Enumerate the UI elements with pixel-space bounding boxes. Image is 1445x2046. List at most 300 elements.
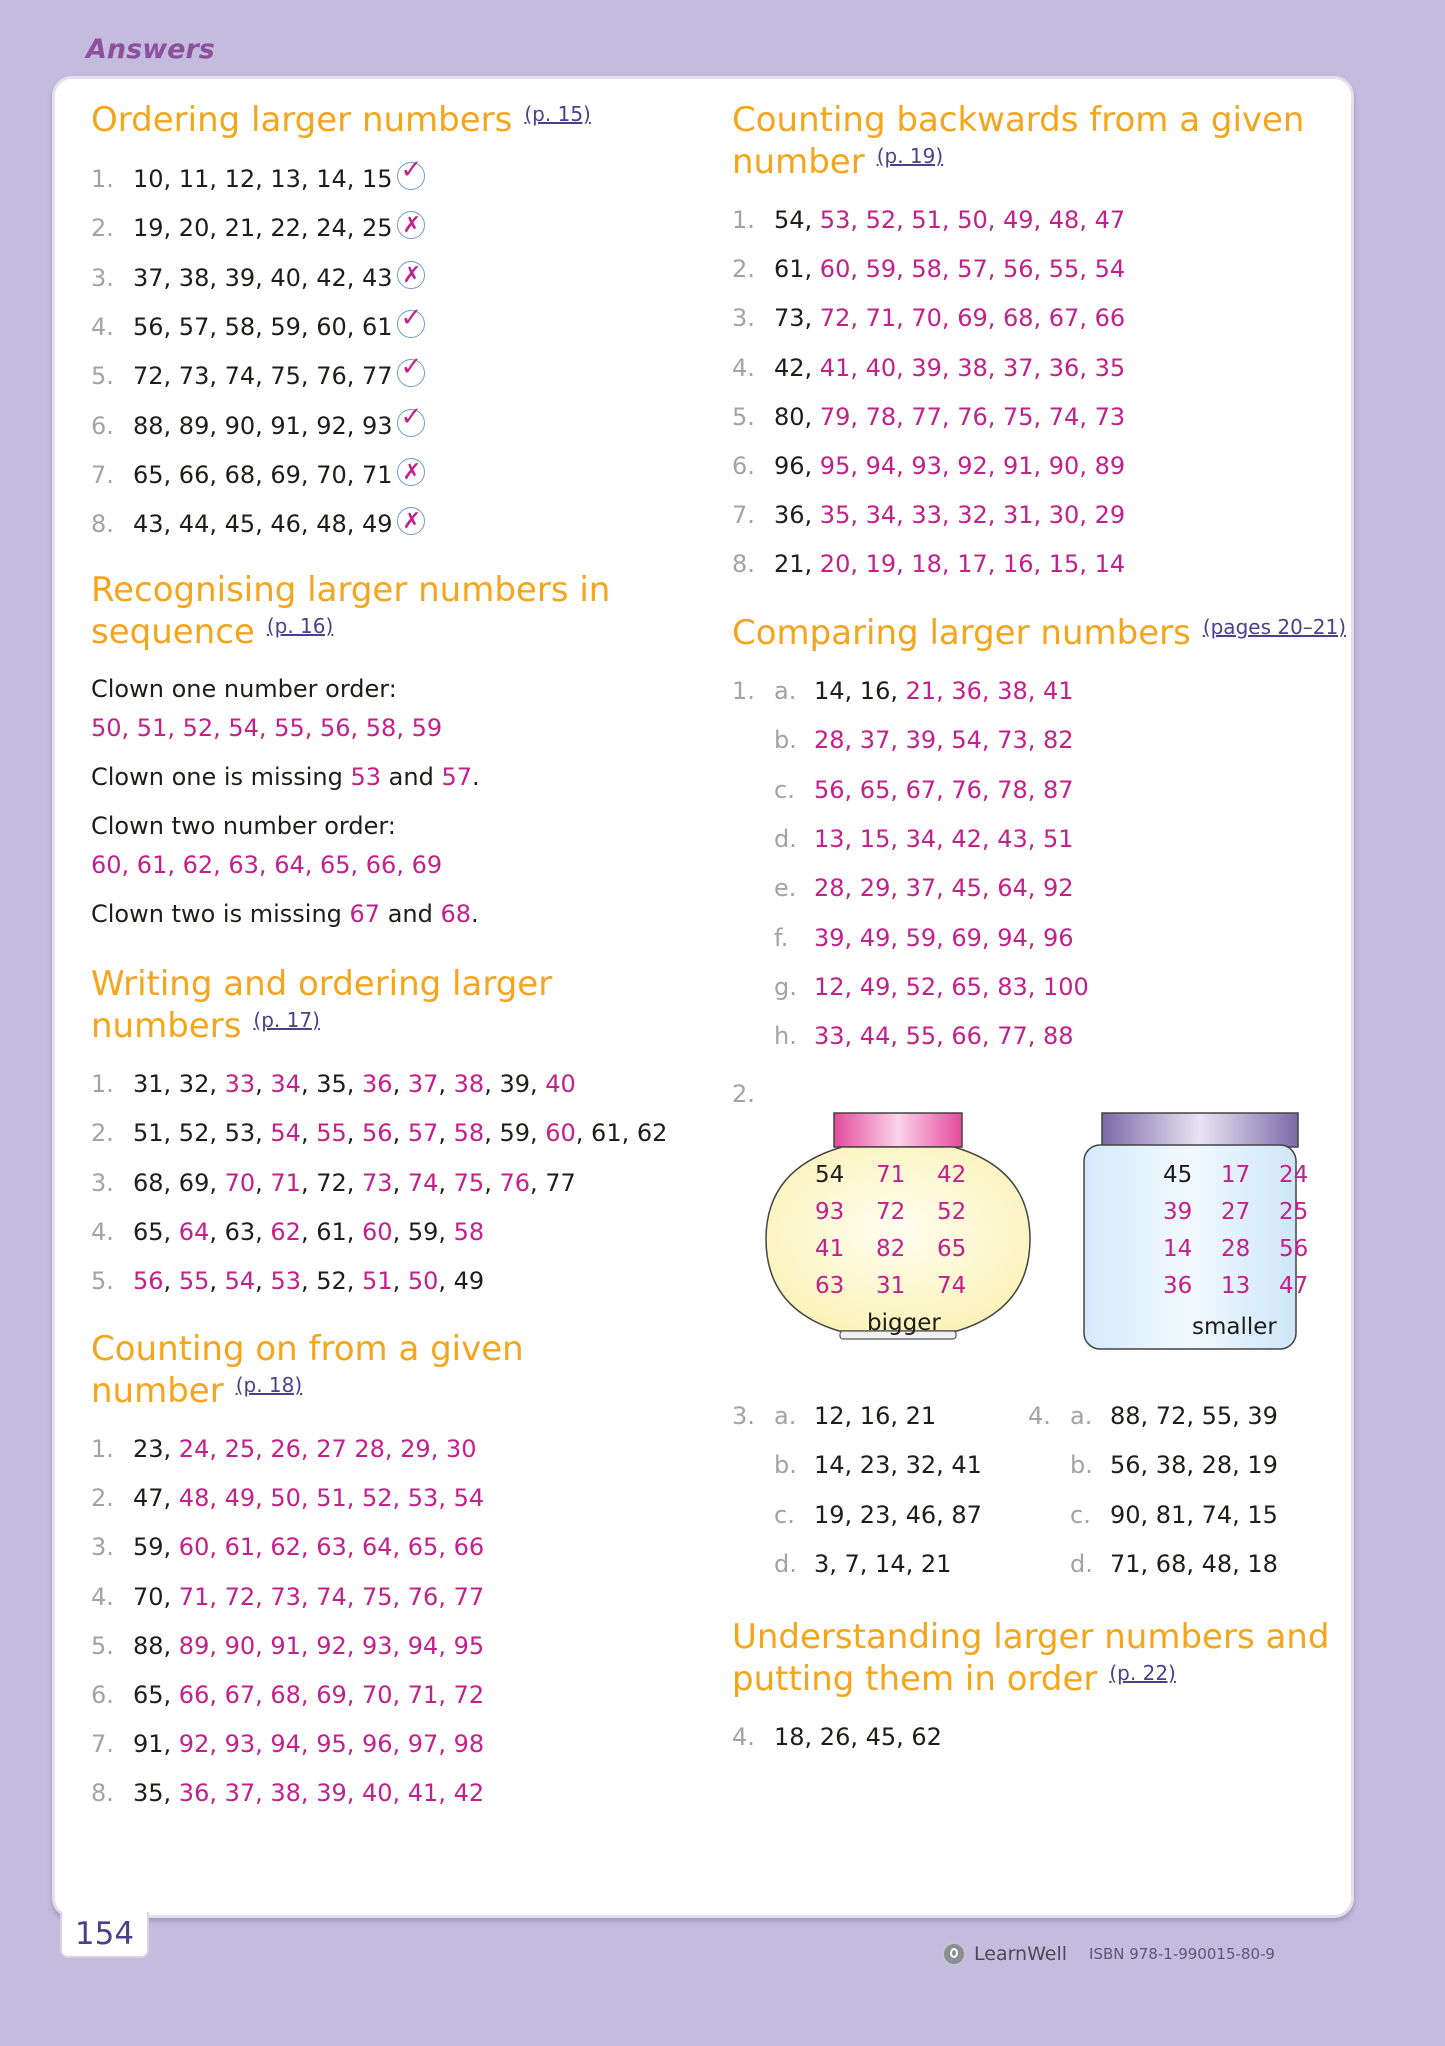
list-item [91,1118,667,1148]
section-title-recognising [91,569,610,653]
list-item [91,1069,576,1099]
list-item [774,873,1074,903]
clown2-missing [91,899,479,929]
item-text: 3, 7, 14, 21 [814,1549,952,1578]
item-letter: h. [774,1022,797,1051]
item-number: 8. [91,510,114,539]
page-ref-link[interactable]: (pages 20–21) [1202,615,1347,639]
list-item [91,509,425,539]
jar-number: 41 [815,1236,845,1262]
given: 14, 16, [814,677,906,705]
item-letter: a. [774,1402,797,1430]
list-item [774,1021,1074,1051]
item-text: 14, 23, 32, 41 [814,1451,982,1480]
item-number: 2. [732,255,755,284]
given: , [255,1168,271,1197]
title-line-1: Understanding larger numbers and [732,1617,1330,1657]
answer: 60 [362,1217,393,1246]
item-letter: b. [774,1451,797,1480]
section-title-counting-backwards [732,99,1304,183]
given: , [392,1267,408,1296]
given: 59, [133,1533,179,1562]
answer: 53 [270,1267,301,1296]
answer: 53, 52, 51, 50, 49, 48, 47 [819,206,1126,234]
item-text: 56, 57, 58, 59, 60, 61 [133,312,393,341]
given: , [392,1070,408,1098]
jar-number: 14 [1163,1236,1193,1262]
list-item [774,972,1089,1002]
list-item [774,923,1074,953]
given: , 59, [484,1119,546,1148]
answer: 56 [133,1267,164,1296]
brand-name: LearnWell [974,1943,1068,1965]
answer: 28, 29, 37, 45, 64, 92 [814,874,1074,903]
jar-number: 63 [815,1273,845,1299]
jar-number: 72 [876,1199,906,1225]
item-text: 43, 44, 45, 46, 48, 49 [133,510,393,539]
answer: 68 [440,900,472,928]
list-item [91,411,425,441]
given: 31, 32, [133,1070,225,1098]
given: 47, [133,1484,179,1513]
item-letter: a. [774,677,797,705]
q2-number [732,1079,774,1109]
answer: 70 [224,1168,256,1197]
item-letter: b. [774,726,797,755]
clown1-label: Clown one number order: [91,675,397,703]
item-number: 8. [91,1779,114,1808]
answer: 73 [362,1168,393,1197]
bigger-jar-lid [834,1113,962,1147]
text: . [471,900,479,928]
jar-number: 47 [1279,1273,1309,1299]
item-text: 37, 38, 39, 40, 42, 43 [133,263,393,292]
item-text: 72, 73, 74, 75, 76, 77 [133,362,393,391]
answer: 79, 78, 77, 76, 75, 74, 73 [819,402,1126,431]
cross-icon [397,261,425,289]
title-line-1: Counting on from a given [91,1329,524,1369]
answer: 24, 25, 26, 27 28, 29, 30 [178,1435,477,1463]
answer: 53 [350,763,382,791]
given: , 52, [300,1267,363,1296]
answer: 33 [224,1070,256,1098]
jar-number: 17 [1221,1162,1251,1188]
jar-number: 36 [1163,1273,1193,1299]
title-line-2: sequence [91,612,255,652]
item-number: 8. [732,550,755,579]
cross-icon [397,458,425,486]
answer: 54 [270,1119,301,1148]
jar-number: 82 [876,1236,906,1262]
list-item [774,1500,982,1530]
given: , [163,1267,179,1296]
list-item [774,775,1074,805]
answer: 76 [499,1168,530,1197]
item-number: 4. [1028,1402,1051,1430]
given: , 61, [300,1217,363,1246]
item-number: 7. [91,460,114,489]
item-number: 4. [91,1217,114,1246]
given: , 59, [392,1217,454,1246]
item-number: 1. [732,206,755,234]
cross-icon [397,211,425,239]
jar-number: 74 [937,1273,967,1299]
list-item [1070,1549,1278,1579]
answer: 56, 65, 67, 76, 78, 87 [814,775,1074,804]
jar-number: 24 [1279,1162,1309,1188]
clown1-order: 50, 51, 52, 54, 55, 56, 58, 59 [91,714,443,742]
answer: 67 [349,900,381,928]
item-number: 6. [91,411,114,440]
item-number: 2. [732,1080,755,1108]
given: , 35, [300,1070,363,1098]
list-item [91,1729,484,1759]
item-number: 5. [91,1631,114,1660]
list-item [91,213,425,243]
list-item [91,460,425,490]
title-line-2: putting them in order [732,1659,1098,1699]
text: and [380,900,441,928]
item-letter: g. [774,972,797,1001]
jar-number: 13 [1221,1273,1251,1299]
given: , [255,1070,271,1098]
given: , 61, 62 [575,1119,668,1148]
title-text: Comparing larger numbers [732,613,1191,653]
item-number: 3. [732,1402,755,1430]
smaller-jar-lid [1102,1113,1298,1147]
item-letter: c. [1070,1500,1091,1529]
list-item [1070,1401,1278,1431]
item-number: 1. [91,1435,114,1463]
answer: 28, 37, 39, 54, 73, 82 [814,726,1074,755]
given: , [438,1119,454,1148]
jar-number: 93 [815,1199,845,1225]
item-text: 56, 38, 28, 19 [1110,1451,1278,1480]
given: 96, [774,452,820,480]
item-letter: d. [1070,1549,1093,1578]
list-item [91,263,425,293]
given: , [255,1267,271,1296]
list-item [732,1722,942,1752]
item-number: 1. [91,165,114,193]
answer: 48, 49, 50, 51, 52, 53, 54 [178,1484,485,1513]
answer: 58 [453,1119,485,1148]
section-title-writing [91,963,552,1047]
jar-number: 54 [815,1162,845,1188]
answer: 75 [453,1168,485,1197]
answer: 56 [362,1119,393,1148]
text: . [471,763,480,791]
text: Clown two is missing [91,900,350,928]
answer: 36 [362,1070,393,1098]
title-line-1: Counting backwards from a given [732,100,1305,140]
answer: 21, 36, 38, 41 [905,677,1074,705]
given: , 77 [530,1168,576,1197]
section-title-counting-on [91,1328,524,1412]
section-title-comparing [732,612,1346,654]
answers-card [52,76,1354,1918]
answer: 60, 61, 62, 63, 64, 65, 66 [178,1533,485,1562]
title-text: Ordering larger numbers [91,100,513,140]
list-item [91,1266,484,1296]
given: 91, [133,1730,179,1759]
answer: 60, 59, 58, 57, 56, 55, 54 [819,255,1126,284]
answer: 71, 72, 73, 74, 75, 76, 77 [178,1582,485,1611]
list-item [91,361,425,391]
given: , [438,1168,454,1197]
cross-icon [397,507,425,535]
item-letter: b. [1070,1451,1093,1480]
list-item [774,676,1074,706]
item-letter: c. [774,1500,795,1529]
given: 65, [133,1217,179,1246]
item-number: 6. [91,1681,114,1709]
item-number: 2. [91,1119,114,1148]
answer: 20, 19, 18, 17, 16, 15, 14 [819,550,1126,579]
jar-label: bigger [867,1310,941,1336]
page-ref-link[interactable]: (p. 19) [876,144,944,168]
given: 35, [133,1779,179,1808]
list-item [732,205,1125,235]
jar-number: 31 [876,1273,906,1299]
item-text: 88, 72, 55, 39 [1110,1402,1278,1430]
answer: 50 [407,1267,439,1296]
answer: 74 [407,1168,439,1197]
answer: 40 [545,1070,576,1098]
item-number: 4. [732,1723,755,1751]
given: 68, 69, [133,1168,225,1197]
jar-number: 25 [1279,1199,1309,1225]
list-item [732,254,1125,284]
given: , [209,1267,225,1296]
list-item [91,1483,484,1513]
item-number: 7. [732,501,755,530]
section-title-understanding [732,1616,1329,1700]
answer: 55 [316,1119,347,1148]
given: 42, [774,353,820,382]
page-number: 154 [60,1912,149,1958]
item-number: 5. [91,362,114,391]
item-letter: c. [774,775,795,804]
item-number: 4. [91,1582,114,1611]
given: 80, [774,402,820,431]
given: , [392,1168,408,1197]
item-text: 18, 26, 45, 62 [774,1723,942,1751]
list-item [732,451,1125,481]
jar-number: 27 [1221,1199,1251,1225]
jar-number: 56 [1279,1236,1309,1262]
jar-number: 42 [937,1162,967,1188]
answer: 54 [224,1267,256,1296]
given: 65, [133,1681,179,1709]
item-number: 7. [91,1730,114,1759]
given: , [484,1168,500,1197]
title-line-1: Writing and ordering larger [91,964,553,1004]
answer: 35, 34, 33, 32, 31, 30, 29 [819,501,1126,530]
answer: 57 [441,763,472,791]
list-item [774,824,1074,854]
footer [942,1937,1275,1971]
answer: 71 [270,1168,301,1197]
answer: 55 [178,1267,210,1296]
list-item [1070,1450,1278,1480]
answer: 95, 94, 93, 92, 91, 90, 89 [819,452,1126,480]
list-item [91,1217,484,1247]
title-line-2: number [91,1371,224,1411]
list-item [91,1778,484,1808]
item-number: 3. [91,1533,114,1562]
list-item [91,1582,484,1612]
answer: 89, 90, 91, 92, 93, 94, 95 [178,1631,485,1660]
given: 88, [133,1631,179,1660]
list-item [91,1168,576,1198]
item-text: 90, 81, 74, 15 [1110,1500,1278,1529]
item-number: 4. [732,353,755,382]
given: , 49 [438,1267,485,1296]
jar-label: smaller [1192,1314,1277,1340]
title-line-1: Recognising larger numbers in [91,570,611,610]
answer: 60 [545,1119,576,1148]
item-text: 88, 89, 90, 91, 92, 93 [133,411,393,440]
tick-icon [397,162,425,190]
answer: 39, 49, 59, 69, 94, 96 [814,923,1074,952]
list-item [91,1680,484,1710]
list-item [732,353,1125,383]
list-item [91,312,425,342]
given: , [392,1119,408,1148]
item-text: 19, 23, 46, 87 [814,1500,982,1529]
item-text: 65, 66, 68, 69, 70, 71 [133,460,393,489]
given: 36, [774,501,820,530]
header-label: Answers [86,34,215,65]
given: , [300,1119,317,1148]
list-item [774,1549,951,1579]
given: , 72, [300,1168,363,1197]
item-letter: d. [774,1549,797,1578]
list-item [732,549,1125,579]
item-number: 3. [91,1168,114,1197]
clown2-label: Clown two number order: [91,812,396,840]
learnwell-logo-icon [942,1942,966,1966]
given: 73, [774,304,820,333]
tick-icon [397,310,425,338]
answer: 36, 37, 38, 39, 40, 41, 42 [178,1779,485,1808]
list-item [732,402,1125,432]
page-ref-link[interactable]: (p. 17) [253,1008,320,1032]
given: 51, 52, 53, [133,1119,271,1148]
tick-icon [397,409,425,437]
answer: 58 [453,1217,485,1246]
given: 21, [774,550,820,579]
title-line-2: numbers [91,1006,242,1046]
answer: 66, 67, 68, 69, 70, 71, 72 [178,1681,485,1709]
item-number: 5. [732,402,755,431]
section-title-ordering [91,99,591,141]
answer: 33, 44, 55, 66, 77, 88 [814,1022,1074,1051]
page-ref-link[interactable]: (p. 16) [266,614,334,638]
isbn: ISBN 978-1-990015-80-9 [1089,1945,1275,1963]
given: 61, [774,255,820,284]
q3-number [732,1401,774,1431]
jar-number: 39 [1163,1199,1193,1225]
item-text: 10, 11, 12, 13, 14, 15 [133,165,393,193]
title-line-2: number [732,142,865,182]
given: , [438,1070,454,1098]
item-number: 3. [732,304,755,333]
jar-number: 45 [1163,1162,1193,1188]
given: , [346,1119,363,1148]
list-item [774,1450,982,1480]
answer: 13, 15, 34, 42, 43, 51 [814,824,1074,853]
item-letter: e. [774,874,797,903]
q4-number [1028,1401,1070,1431]
text: Clown one is missing [91,763,351,791]
answer: 62 [270,1217,301,1246]
item-letter: d. [774,824,797,853]
list-item [1070,1500,1278,1530]
jar-number: 71 [876,1162,906,1188]
given: 70, [133,1582,179,1611]
item-text: 12, 16, 21 [814,1402,937,1430]
clown2-order: 60, 61, 62, 63, 64, 65, 66, 69 [91,851,443,879]
item-number: 5. [91,1267,114,1296]
item-letter: a. [1070,1402,1093,1430]
answer: 72, 71, 70, 69, 68, 67, 66 [819,304,1126,333]
answer: 38 [453,1070,485,1098]
list-item [774,725,1074,755]
list-item [91,1631,484,1661]
page-ref-link[interactable]: (p. 22) [1109,1661,1176,1685]
item-number: 6. [732,452,755,480]
list-item [774,1401,936,1431]
page-ref-link[interactable]: (p. 15) [524,102,591,126]
item-text: 71, 68, 48, 18 [1110,1549,1278,1578]
list-item [732,303,1125,333]
tick-icon [397,359,425,387]
jar-number: 28 [1221,1236,1251,1262]
list-item [732,500,1125,530]
answer: 37 [407,1070,439,1098]
page-ref-link[interactable]: (p. 18) [235,1373,303,1397]
jar-number: 52 [937,1199,967,1225]
jar-number: 65 [937,1236,967,1262]
item-letter: f. [774,923,789,952]
answer: 51 [362,1267,393,1296]
item-number: 2. [91,1484,114,1513]
list-item [91,1434,477,1464]
given: , 39, [484,1070,546,1098]
answer: 34 [270,1070,301,1098]
answer: 57 [407,1119,439,1148]
clown1-missing [91,762,480,792]
item-number: 3. [91,263,114,292]
answer: 64 [178,1217,210,1246]
given: , 63, [209,1217,271,1246]
answer: 92, 93, 94, 95, 96, 97, 98 [178,1730,485,1759]
text: and [381,763,442,791]
answer: 41, 40, 39, 38, 37, 36, 35 [819,353,1126,382]
given: 23, [133,1435,179,1463]
item-number: 4. [91,312,114,341]
q1-number [732,676,774,706]
item-number: 1. [732,677,755,705]
answer: 12, 49, 52, 65, 83, 100 [814,972,1089,1001]
list-item [91,164,425,194]
item-number: 2. [91,214,114,243]
list-item [91,1532,484,1562]
bigger-jar [766,1113,1030,1339]
item-text: 19, 20, 21, 22, 24, 25 [133,214,393,243]
